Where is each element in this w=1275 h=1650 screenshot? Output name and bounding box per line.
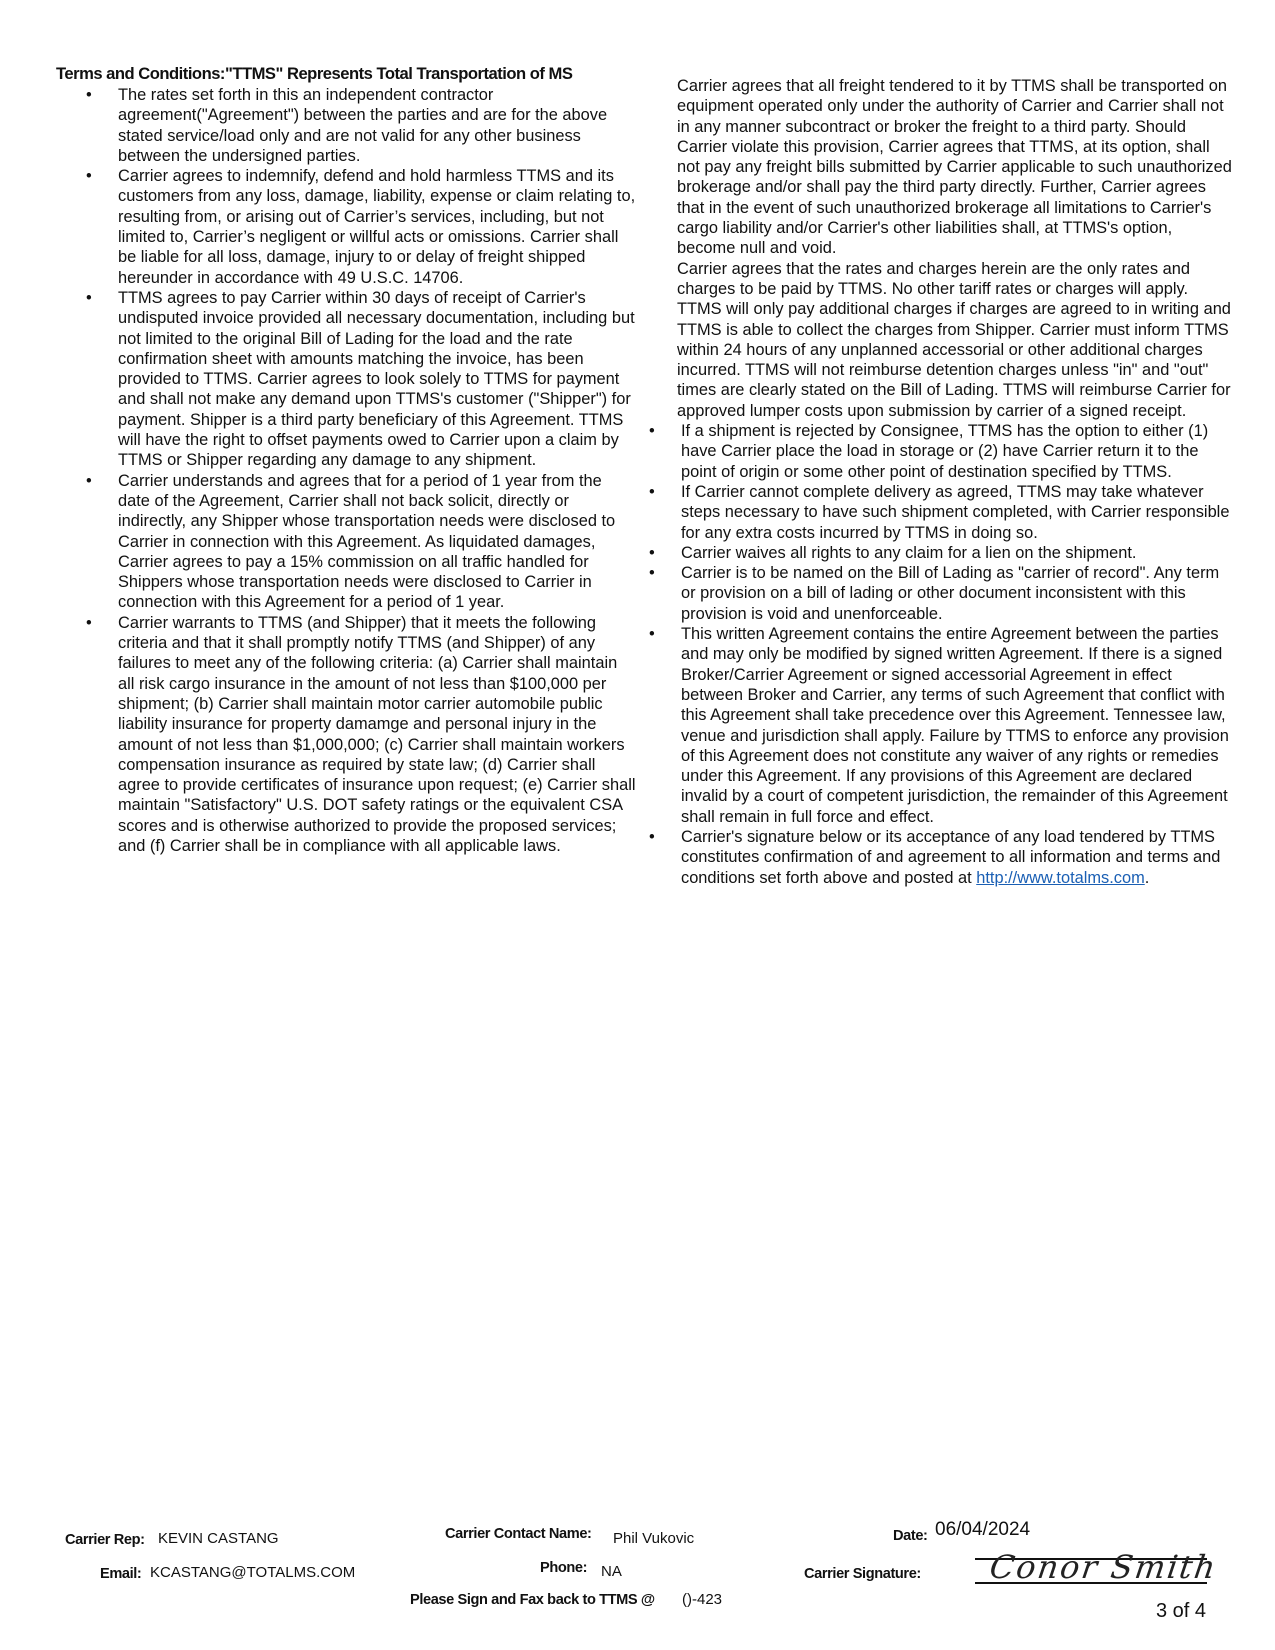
- totalms-link[interactable]: http://www.totalms.com: [976, 868, 1145, 887]
- date-value: 06/04/2024: [935, 1519, 1031, 1540]
- carrier-signature: Conor Smith: [987, 1548, 1220, 1586]
- fax-value: ()-423: [682, 1591, 723, 1608]
- signature-line: [975, 1582, 1207, 1584]
- signature-clause-text: Carrier's signature below or its acceptance of any load tendered by TTMS constitutes confirmation of and agreement to all information and terms and conditions set forth above and posted at: [681, 827, 1221, 887]
- terms-right-list: [677, 421, 1232, 888]
- list-item: • Carrier waives all rights to any claim for a lien on the shipment.: [641, 543, 1232, 563]
- phone-value: NA: [601, 1563, 622, 1580]
- list-item: • Carrier understands and agrees that for a period of 1 year from the date of the Agreement, Carrier shall not back solicit, directly or indirectly, any Shipper whose transportation needs were disclosed to Carrier in connection with this Agreement. As liquidated damages, Carrier agrees to pay a 15% commission on all traffic handled for Shippers whose transportation needs were disclosed to Carrier in connection with this Agreement for a period of 1 year.: [56, 471, 636, 613]
- list-item: • TTMS agrees to pay Carrier within 30 days of receipt of Carrier's undisputed invoice provided all necessary documentation, including but not limited to the original Bill of Lading for the load and the rate confirmation sheet with amounts matching the invoice, has been provided to TTMS. Carrier agrees to look solely to TTMS for payment and shall not make any demand upon TTMS's customer ("Shipper") for payment. Shipper is a third party beneficiary of this Agreement. TTMS will have the right to offset payments owed to Carrier upon a claim by TTMS or Shipper regarding any damage to any shipment.: [56, 288, 636, 471]
- email-value: KCASTANG@TOTALMS.COM: [150, 1564, 356, 1581]
- list-item: • Carrier agrees to indemnify, defend and hold harmless TTMS and its customers from any loss, damage, liability, expense or claim relating to, resulting from, or arising out of Carrier’s services, including, but not limited to, Carrier’s negligent or willful acts or omissions. Carrier shall be liable for all loss, damage, injury to or delay of freight shipped hereunder in accordance with 49 U.S.C. 14706.: [56, 166, 636, 288]
- terms-right-column: [677, 76, 1232, 888]
- contact-name-value: Phil Vukovic: [613, 1530, 695, 1547]
- fax-label: Please Sign and Fax back to TTMS @: [410, 1592, 655, 1608]
- list-item: • This written Agreement contains the entire Agreement between the parties and may only be modified by signed written Agreement. If there is a signed Broker/Carrier Agreement or signed accessorial Agreement in effect between Broker and Carrier, any terms of such Agreement that conflict with this Agreement shall take precedence over this Agreement. Tennessee law, venue and jurisdiction shall apply. Failure by TTMS to enforce any provision of this Agreement does not constitute any waiver of any rights or remedies under this Agreement. If any provisions of this Agreement are declared invalid by a court of competent jurisdiction, the remainder of this Agreement shall remain in full force and effect.: [641, 624, 1232, 827]
- carrier-signature-label: Carrier Signature:: [804, 1566, 921, 1582]
- list-item: • If Carrier cannot complete delivery as agreed, TTMS may take whatever steps necessary to have such shipment completed, with Carrier responsible for any extra costs incurred by TTMS in doing so.: [641, 482, 1232, 543]
- date-label: Date:: [893, 1528, 928, 1544]
- rates-paragraph: Carrier agrees that the rates and charges herein are the only rates and charges to be paid by TTMS. No other tariff rates or charges will apply. TTMS will only pay additional charges if charges are agreed to in writing and TTMS is able to collect the charges from Shipper. Carrier must inform TTMS within 24 hours of any unplanned accessorial or other additional charges incurred. TTMS will not reimburse detention charges unless "in" and "out" times are clearly stated on the Bill of Lading. TTMS will reimburse Carrier for approved lumper costs upon submission by carrier of a signed receipt.: [677, 259, 1231, 420]
- page-number: 3 of 4: [1156, 1600, 1207, 1622]
- terms-left-list: [56, 85, 636, 856]
- phone-label: Phone:: [540, 1560, 588, 1576]
- list-item: • If a shipment is rejected by Consignee, TTMS has the option to either (1) have Carrier place the load in storage or (2) have Carrier return it to the point of origin or some other point of destination specified by TTMS.: [641, 421, 1232, 482]
- terms-left-column: [56, 64, 636, 856]
- list-item: • The rates set forth in this an independent contractor agreement("Agreement") between the parties and are for the above stated service/load only and are not valid for any other business between the undersigned parties.: [56, 85, 636, 166]
- list-item: • Carrier is to be named on the Bill of Lading as "carrier of record". Any term or provision on a bill of lading or other document inconsistent with this provision is void and unenforceable.: [641, 563, 1232, 624]
- terms-heading: Terms and Conditions:"TTMS" Represents Total Transportation of MS: [56, 64, 573, 83]
- carrier-rep-value: KEVIN CASTANG: [158, 1530, 279, 1547]
- carrier-rep-label: Carrier Rep:: [65, 1532, 145, 1548]
- list-item: [641, 827, 1232, 888]
- contact-name-label: Carrier Contact Name:: [445, 1526, 592, 1542]
- subcontract-paragraph: Carrier agrees that all freight tendered to it by TTMS shall be transported on equipment operated only under the authority of Carrier and Carrier shall not in any manner subcontract or broker the freight to a third party. Should Carrier violate this provision, Carrier agrees that TTMS, at its option, shall not pay any freight bills submitted by Carrier applicable to such unauthorized brokerage and/or shall pay the third party directly. Further, Carrier agrees that in the event of such unauthorized brokerage all limitations to Carrier's cargo liability and/or Carrier's other liabilities shall, at TTMS's option, become null and void.: [677, 77, 1232, 258]
- list-item: • Carrier warrants to TTMS (and Shipper) that it meets the following criteria and that it shall promptly notify TTMS (and Shipper) of any failures to meet any of the following criteria: (a) Carrier shall maintain all risk cargo insurance in the amount of not less than $100,000 per shipment; (b) Carrier shall maintain motor carrier automobile public liability insurance for property damamge and personal injury in the amount of not less than $1,000,000; (c) Carrier shall maintain workers compensation insurance as required by state law; (d) Carrier shall agree to provide certificates of insurance upon request; (e) Carrier shall maintain "Satisfactory" U.S. DOT safety ratings or the equivalent CSA scores and is otherwise authorized to provide the proposed services; and (f) Carrier shall be in compliance with all applicable laws.: [56, 613, 636, 857]
- email-label: Email:: [100, 1566, 142, 1582]
- signature-clause-end: .: [1144, 868, 1150, 887]
